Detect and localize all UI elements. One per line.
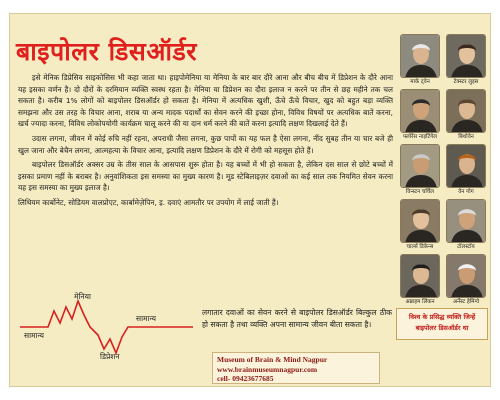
portrait-caption: बिथोवेन <box>458 134 474 140</box>
label-normal-left: सामान्य <box>24 331 45 340</box>
portrait-caption: वेन गोग <box>458 189 474 195</box>
portrait-4 <box>446 89 486 141</box>
portrait-caption: चार्ल्स डिकेन्स <box>406 244 434 250</box>
portrait-6 <box>446 144 486 196</box>
portrait-caption: विन्स्टन चर्चिल <box>405 189 435 195</box>
portrait-photo <box>400 254 440 298</box>
portrait-photo <box>446 34 486 78</box>
portrait-photo <box>446 89 486 133</box>
museum-contact-box <box>212 352 380 384</box>
poster-title: बाइपोलर डिसऑर्डर <box>16 37 198 66</box>
mood-cycle-diagram <box>18 289 193 359</box>
portrait-caption: टेक्स्टर लुइस <box>453 79 479 85</box>
portrait-photo <box>446 254 486 298</box>
portrait-caption: मार्क ट्वेन <box>410 79 430 85</box>
portrait-photo <box>446 144 486 188</box>
portrait-10 <box>446 254 486 306</box>
famous-people-caption: विश्व के प्रसिद्ध व्यक्ति जिन्हें बाइपोलर डिसऑर्डर था <box>396 308 488 340</box>
portrait-2 <box>446 34 486 86</box>
portrait-photo <box>446 199 486 243</box>
portrait-caption: अब्राहम लिंकन <box>405 299 435 305</box>
portrait-9 <box>400 254 440 306</box>
poster <box>9 13 491 387</box>
paragraph-intro: इसे मेनिक डिप्रेसिव साइकोसिस भी कहा जाता था। हाइपोमेनिया या मेनिया के बार बार दौरे आना और बीच बीच में डिप्रेशन के दौरे आना यह इसका वर्णन है। दो दौरों के दरमियान व्यक्ति स्वस्थ रहता है। मेनिया या डिप्रेशन का दौरा इलाज न करने पर तीन से छह महीने तक चल सकता है। करीब 1% लोगों को बाइपोलर डिसऑर्डर हो सकता है। मेनिया में अत्यधिक खुशी, ऊँचे ऊँचे विचार, खुद को बहुत बड़ा व्यक्ति समझना और उस तरह के विचार आना, शराब या अन्य मादक पदार्थों का सेवन करने की इच्छा होना, विविध विषयों पर अत्यधिक बातें करना, खर्च ज्यादा करना, विविध लोकोपयोगी कार्यक्रम चालू करने की या दान धर्म करने की बातें करना इत्यादि लक्षण दिखलाई देते हैं। <box>18 73 393 129</box>
portrait-8 <box>446 199 486 251</box>
paragraph-depression: उदास लगना, जीवन में कोई रुचि नहीं रहना, अपराधी जैसा लगना, कुछ पापों का यह फल है ऐसा लगना, नींद सुबह तीन या चार बजे ही खुल जाना और बेचैन लगना, आत्महत्या के विचार आना, इत्यादि लक्षण डिप्रेशन के दौरे में रोगी को महसूस होते हैं। <box>18 133 393 155</box>
portrait-caption: अर्नेस्ट हेमिंग्वे <box>452 299 480 305</box>
body-text <box>18 72 393 212</box>
portrait-5 <box>400 144 440 196</box>
portrait-caption: फ्लोरेंस नाइटिंगेल <box>402 134 438 140</box>
portrait-7 <box>400 199 440 251</box>
label-normal-right: सामान्य <box>136 314 157 323</box>
portrait-caption: टॉलस्टॉय <box>457 244 475 250</box>
museum-phone: cell- 09423677685 <box>217 374 274 383</box>
label-mania: मेनिया <box>74 292 91 301</box>
paragraph-onset: बाइपोलर डिसऑर्डर अक्सर उम्र के तीस साल के आसपास शुरू होता है। यह बच्चों में भी हो सकता है, लेकिन दस साल से छोटे बच्चों में इसका प्रमाण नहीं के बराबर है। अनुवांशिकता इस समस्या का मुख्य कारण है। मूड स्टेबिलाइज़र दवाओं का कई साल तक नियमित सेवन करना यह इस समस्या का मुख्य इलाज है। <box>18 160 393 193</box>
portrait-1 <box>400 34 440 86</box>
portrait-3 <box>400 89 440 141</box>
museum-website: www.brainmuseumnagpur.com <box>217 364 318 374</box>
portrait-photo <box>400 34 440 78</box>
label-depression: डिप्रेशन <box>100 352 120 359</box>
museum-name: Museum of Brain & Mind Nagpur <box>217 355 328 364</box>
paragraph-drugs: लिथियम कार्बोनेट, सोडियम वालप्रोएट, कार्बामेज़ेपिन, इ. दवाएं आमतौर पर उपयोग में लाई जाती हैं। <box>18 197 279 207</box>
treatment-paragraph: लगातार दवाओं का सेवन करने से बाइपोलर डिसऑर्डर बिल्कुल ठीक हो सकता है तथा व्यक्ति अपना सामान्य जीवन बीता सकता है। <box>202 308 392 329</box>
portrait-photo <box>400 144 440 188</box>
mood-line <box>20 301 193 353</box>
portrait-photo <box>400 89 440 133</box>
portrait-photo <box>400 199 440 243</box>
